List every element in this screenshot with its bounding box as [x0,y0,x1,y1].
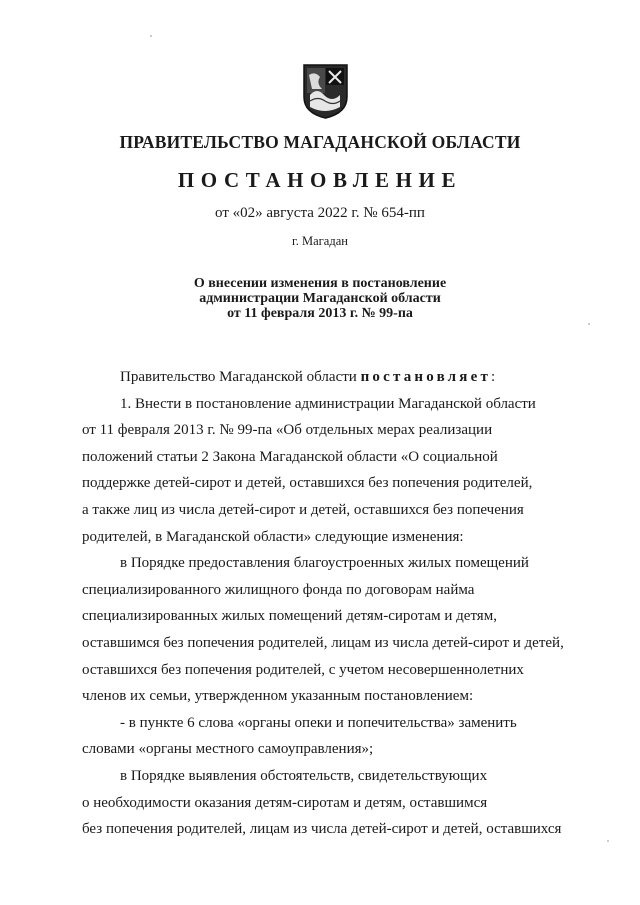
paragraph-line: в Порядке предоставления благоустроенных жилых помещений [120,555,529,572]
scan-speck [150,35,152,37]
preamble-colon: : [491,369,496,385]
paragraph-line: оставшимся без попечения родителей, лицам из числа детей-сирот и детей, [82,634,564,651]
paragraph-line: специализированных жилых помещений детям-сиротам и детям, [82,608,497,625]
document-city: г. Магадан [292,234,348,248]
subject-line: администрации Магаданской области [199,291,441,306]
paragraph-line: положений статьи 2 Закона Магаданской области «О социальной [82,448,498,465]
paragraph-line: членов их семьи, утвержденном указанным постановлением: [82,688,474,705]
paragraph-line: 1. Внести в постановление администрации Магаданской области [120,395,536,412]
paragraph-line: родителей, в Магаданской области» следующие изменения: [82,528,464,545]
paragraph-line: поддержке детей-сирот и детей, оставшихся без попечения родителей, [82,475,533,492]
government-title: ПРАВИТЕЛЬСТВО МАГАДАНСКОЙ ОБЛАСТИ [119,132,521,152]
document-type-title: ПОСТАНОВЛЕНИЕ [177,168,463,192]
preamble-emphasis: постановляет [360,369,492,385]
subject-line: от 11 февраля 2013 г. № 99-па [227,306,413,321]
document-subject [0,276,640,321]
paragraph-line: от 11 февраля 2013 г. № 99-па «Об отдельных мерах реализации [82,422,493,439]
coat-of-arms-emblem [302,63,349,119]
document-body [82,364,564,843]
paragraph-line: словами «органы местного самоуправления»; [82,741,374,758]
paragraph-line: оставшихся без попечения родителей, с учетом несовершеннолетних [82,661,524,678]
preamble-line [82,364,564,391]
subject-line: О внесении изменения в постановление [193,276,447,291]
scan-speck [607,840,609,842]
paragraph-line: о необходимости оказания детям-сиротам и детям, оставшимся [82,794,488,811]
paragraph-line: без попечения родителей, лицам из числа детей-сирот и детей, оставшихся [82,821,562,838]
document-date-number: от «02» августа 2022 г. № 654-пп [215,205,425,221]
preamble-text: Правительство Магаданской области [120,369,357,385]
scan-speck [588,323,590,325]
paragraph-line: а также лиц из числа детей-сирот и детей, оставшихся без попечения [82,501,524,518]
paragraph-line: в Порядке выявления обстоятельств, свидетельствующих [120,767,488,784]
paragraph-line: специализированного жилищного фонда по договорам найма [82,581,475,598]
paragraph-line: - в пункте 6 слова «органы опеки и попечительства» заменить [120,714,517,731]
